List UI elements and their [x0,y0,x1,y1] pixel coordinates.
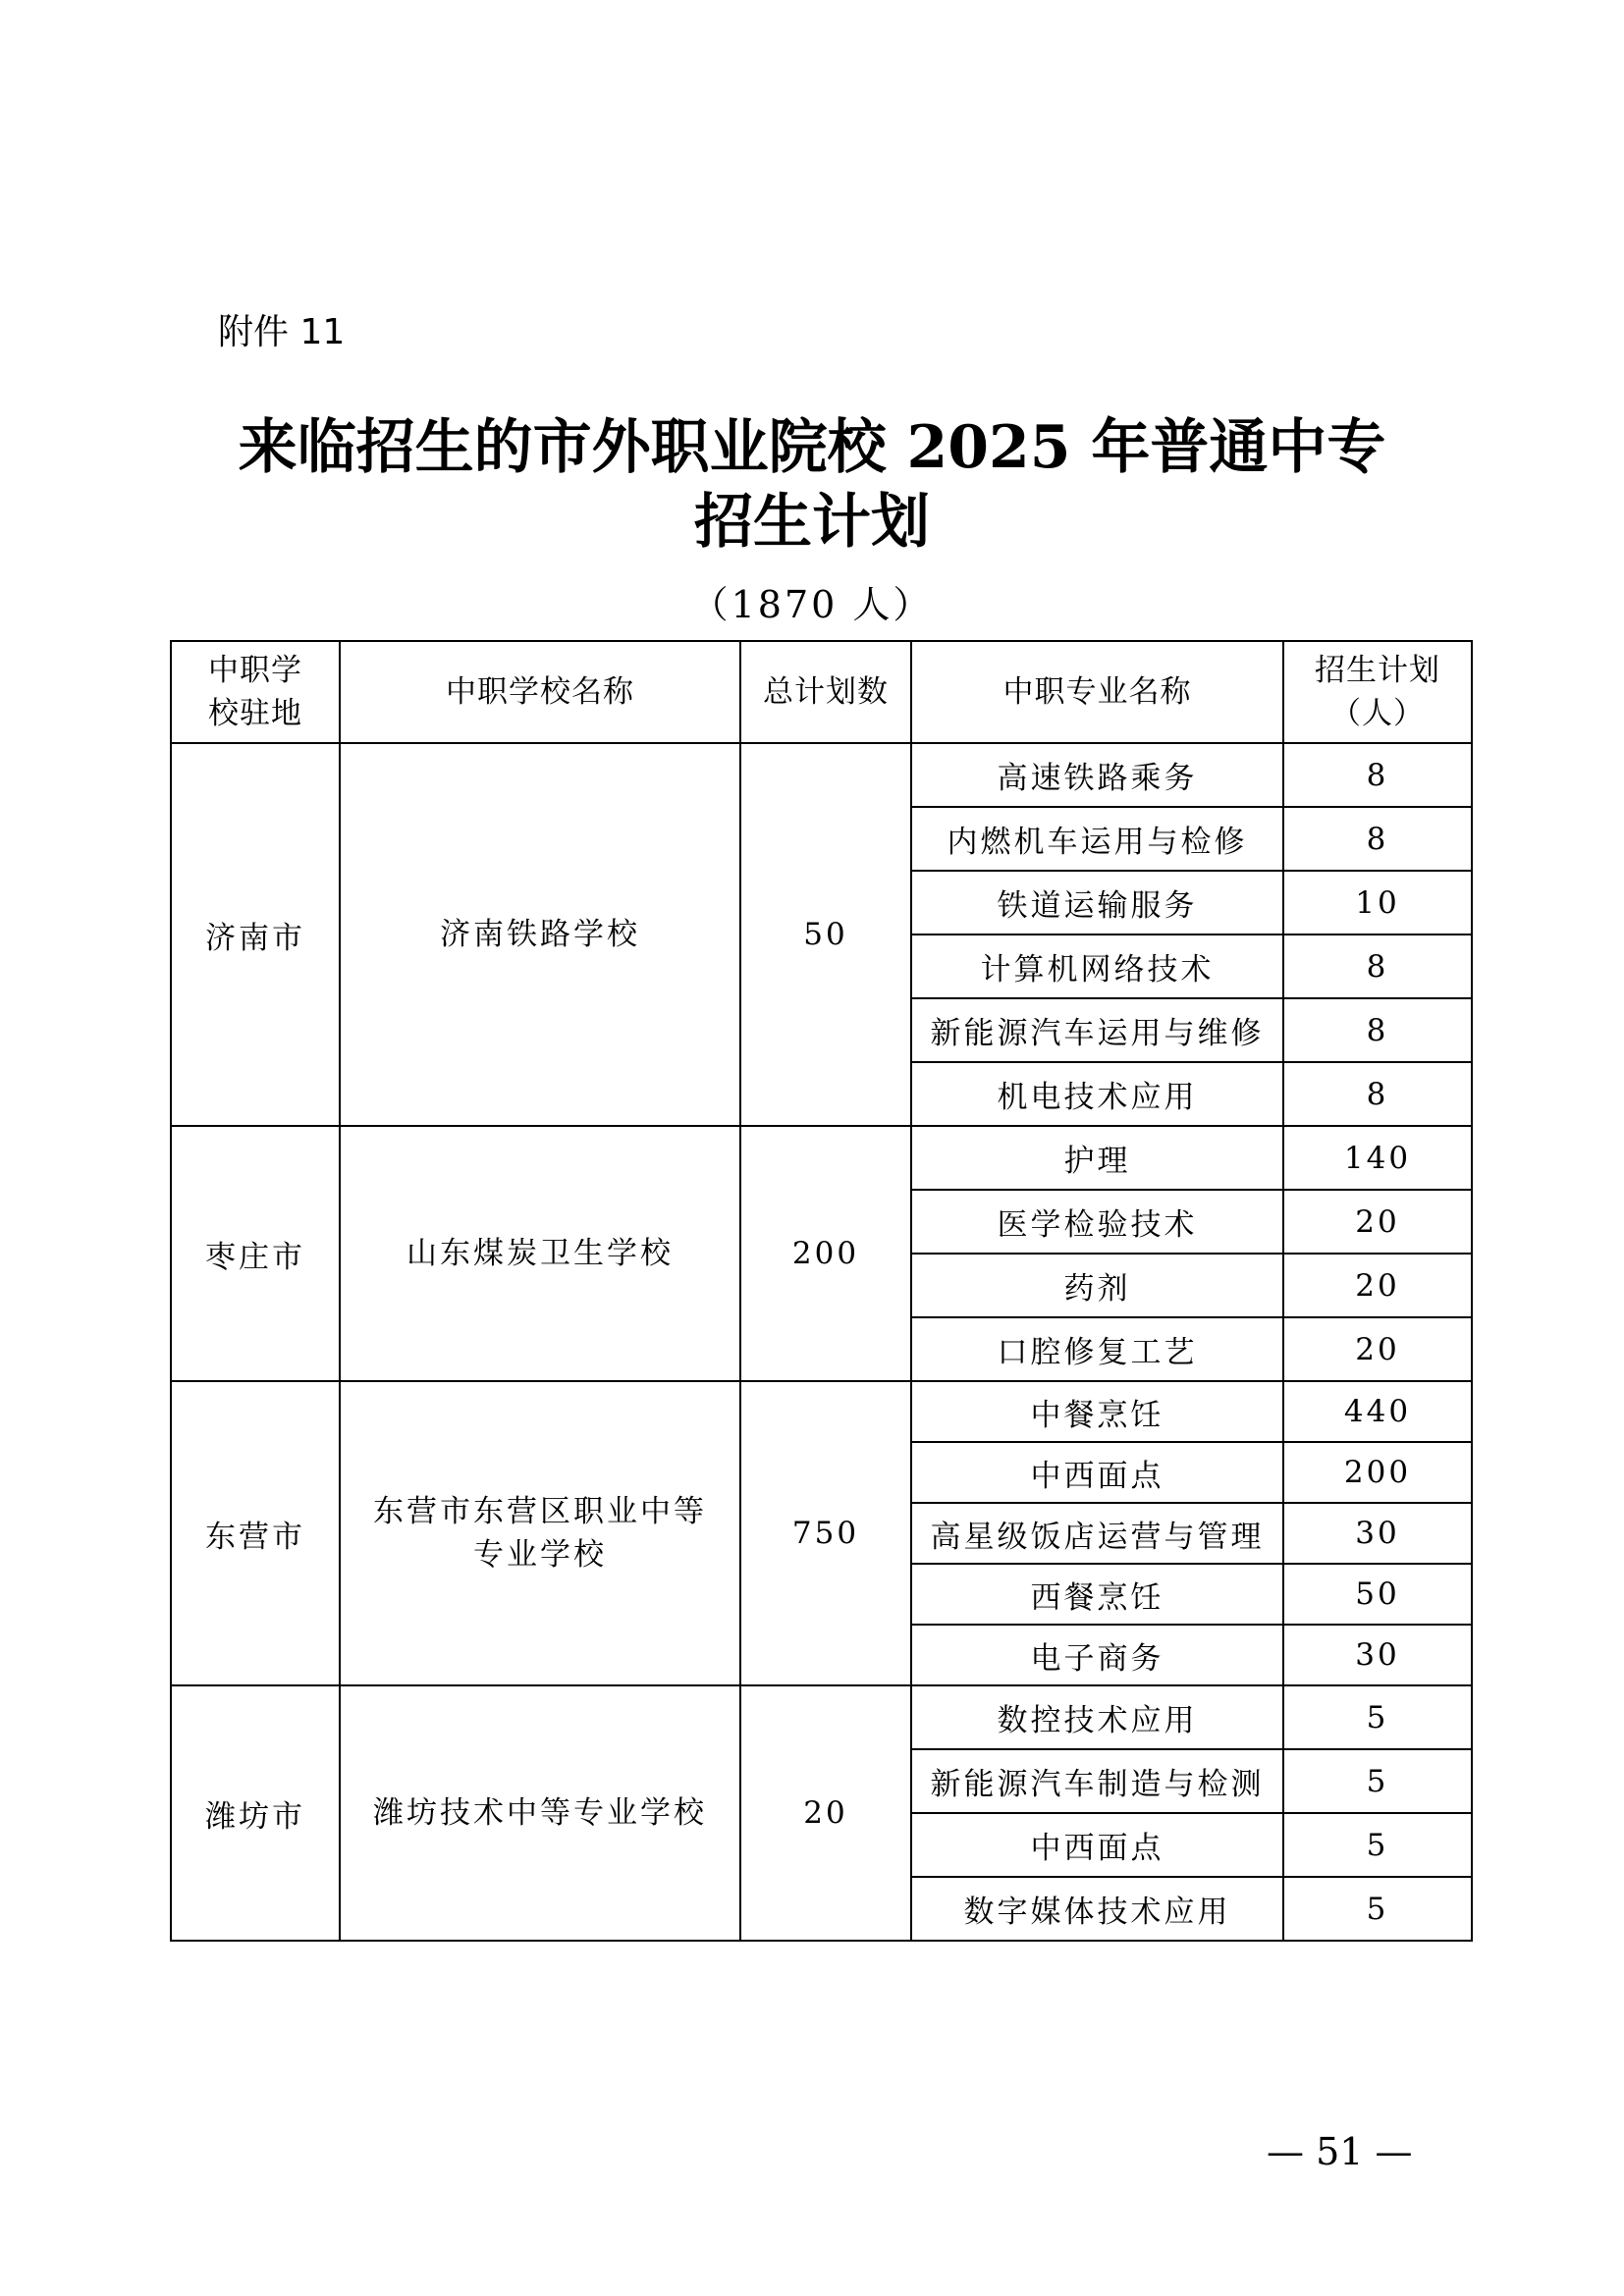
cell-major: 数字媒体技术应用 [911,1877,1283,1941]
document-title-line2: 招生计划 [694,488,930,557]
cell-plan: 5 [1283,1749,1472,1813]
cell-plan: 440 [1283,1381,1472,1442]
cell-plan: 8 [1283,934,1472,998]
document-title-line1: 来临招生的市外职业院校 2025 年普通中专 [238,413,1386,482]
school-name: 潍坊技术中等专业学校 [373,1795,707,1831]
cell-location: 枣庄市 [171,1126,340,1381]
cell-plan: 8 [1283,998,1472,1062]
school-name: 东营市东营区职业中等专业学校 [373,1494,707,1573]
cell-major: 电子商务 [911,1625,1283,1685]
cell-major: 护理 [911,1126,1283,1190]
cell-major: 数控技术应用 [911,1685,1283,1749]
header-total: 总计划数 [740,641,911,743]
enrollment-plan-table [170,640,1473,1942]
cell-plan: 50 [1283,1564,1472,1625]
cell-total: 20 [740,1685,911,1941]
header-plan: 招生计划（人） [1283,641,1472,743]
cell-major: 新能源汽车运用与维修 [911,998,1283,1062]
cell-major: 高星级饭店运营与管理 [911,1503,1283,1564]
cell-plan: 8 [1283,743,1472,807]
cell-major: 中餐烹饪 [911,1381,1283,1442]
header-school: 中职学校名称 [340,641,740,743]
cell-total: 50 [740,743,911,1126]
table-row [171,1126,1472,1190]
table-header-row [171,641,1472,743]
cell-plan: 8 [1283,807,1472,871]
header-location: 中职学校驻地 [171,641,340,743]
cell-plan: 20 [1283,1317,1472,1381]
cell-plan: 200 [1283,1442,1472,1503]
cell-major: 计算机网络技术 [911,934,1283,998]
cell-school [340,1381,740,1685]
cell-plan: 20 [1283,1254,1472,1317]
cell-plan: 5 [1283,1813,1472,1877]
cell-major: 医学检验技术 [911,1190,1283,1254]
cell-plan: 5 [1283,1877,1472,1941]
cell-major: 新能源汽车制造与检测 [911,1749,1283,1813]
cell-plan: 5 [1283,1685,1472,1749]
cell-plan: 10 [1283,871,1472,934]
cell-total: 750 [740,1381,911,1685]
cell-plan: 30 [1283,1503,1472,1564]
cell-school [340,1126,740,1381]
cell-major: 西餐烹饪 [911,1564,1283,1625]
cell-school [340,1685,740,1941]
header-major: 中职专业名称 [911,641,1283,743]
cell-major: 中西面点 [911,1442,1283,1503]
cell-plan: 30 [1283,1625,1472,1685]
cell-location: 潍坊市 [171,1685,340,1941]
cell-total: 200 [740,1126,911,1381]
cell-major: 口腔修复工艺 [911,1317,1283,1381]
table-row [171,1685,1472,1749]
cell-location: 东营市 [171,1381,340,1685]
cell-school [340,743,740,1126]
page-number: — 51 — [1267,2130,1413,2173]
cell-major: 机电技术应用 [911,1062,1283,1126]
cell-major: 高速铁路乘务 [911,743,1283,807]
document-subtitle: （1870 人） [690,583,934,626]
cell-major: 药剂 [911,1254,1283,1317]
attachment-label: 附件 11 [218,312,346,352]
cell-location: 济南市 [171,743,340,1126]
school-name: 济南铁路学校 [440,917,640,952]
school-name: 山东煤炭卫生学校 [406,1236,674,1271]
cell-major: 中西面点 [911,1813,1283,1877]
table-row [171,1381,1472,1442]
cell-major: 内燃机车运用与检修 [911,807,1283,871]
cell-plan: 20 [1283,1190,1472,1254]
cell-major: 铁道运输服务 [911,871,1283,934]
table-row [171,743,1472,807]
cell-plan: 8 [1283,1062,1472,1126]
cell-plan: 140 [1283,1126,1472,1190]
